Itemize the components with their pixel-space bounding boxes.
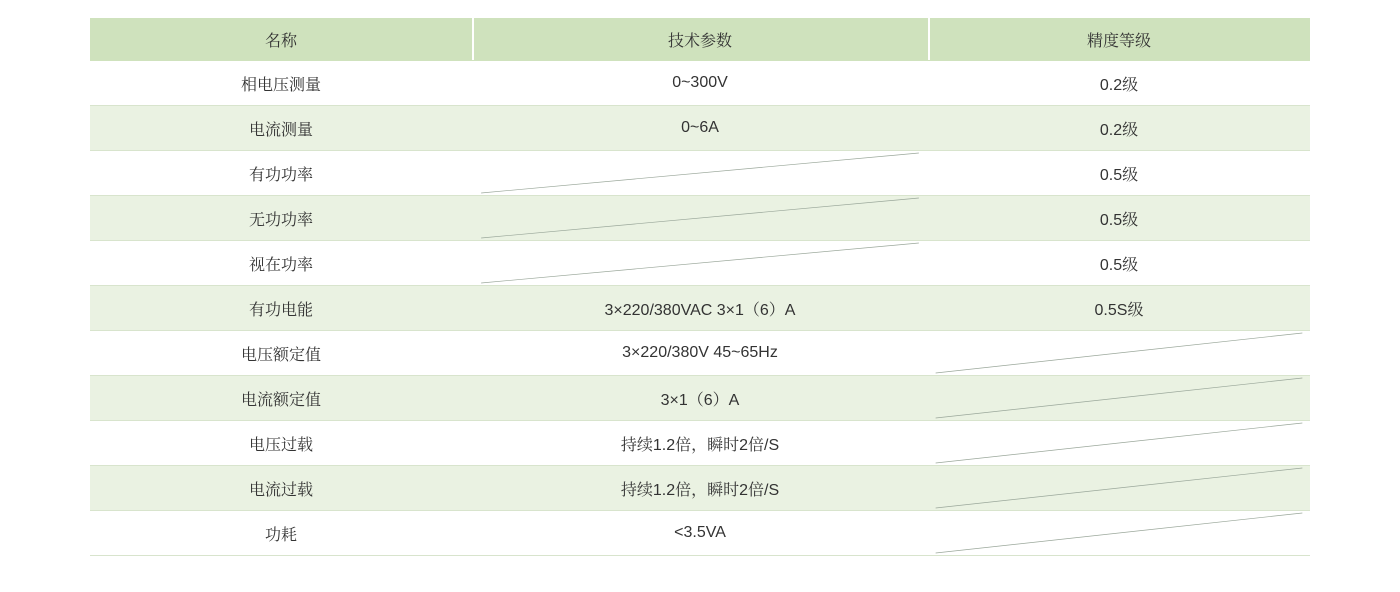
cell-name-text: 视在功率 — [248, 256, 313, 274]
cell-accuracy-text: 0.5级 — [1099, 211, 1139, 229]
cell-parameter-text: 0~300V — [672, 74, 728, 91]
cell-name-text: 电流额定值 — [240, 391, 321, 409]
table-header — [90, 18, 1310, 61]
cell-name-text: 有功功率 — [248, 166, 313, 184]
cell-name — [90, 151, 472, 196]
table-header-row — [90, 18, 1310, 61]
cell-accuracy — [928, 106, 1310, 151]
cell-name-text: 电压额定值 — [240, 346, 321, 364]
cell-accuracy — [928, 241, 1310, 286]
cell-parameter — [472, 286, 928, 331]
cell-name — [90, 61, 472, 106]
cell-name — [90, 376, 472, 421]
empty-cell-slash-icon — [472, 196, 928, 240]
cell-name — [90, 286, 472, 331]
cell-accuracy — [928, 421, 1310, 466]
cell-name — [90, 466, 472, 511]
table-row — [90, 241, 1310, 286]
cell-parameter — [472, 511, 928, 556]
cell-name — [90, 421, 472, 466]
cell-name — [90, 196, 472, 241]
cell-accuracy-text: 0.2级 — [1099, 121, 1139, 139]
table-row — [90, 421, 1310, 466]
cell-parameter — [472, 241, 928, 286]
column-header-parameter: 技术参数 — [472, 18, 928, 61]
cell-parameter-text: 持续1.2倍，瞬时2倍/S — [620, 481, 780, 499]
cell-parameter — [472, 196, 928, 241]
cell-parameter — [472, 331, 928, 376]
table-row — [90, 511, 1310, 556]
column-header-accuracy: 精度等级 — [928, 18, 1310, 61]
empty-cell-slash-icon — [928, 466, 1310, 510]
cell-accuracy — [928, 466, 1310, 511]
cell-accuracy-text: 0.2级 — [1099, 76, 1139, 94]
table-row — [90, 376, 1310, 421]
cell-parameter — [472, 376, 928, 421]
cell-parameter — [472, 106, 928, 151]
cell-accuracy-text: 0.5级 — [1099, 256, 1139, 274]
table-row — [90, 106, 1310, 151]
table-row — [90, 466, 1310, 511]
table-body — [90, 61, 1310, 556]
cell-accuracy — [928, 196, 1310, 241]
cell-name-text: 相电压测量 — [240, 76, 321, 94]
cell-parameter-text: 持续1.2倍，瞬时2倍/S — [620, 436, 780, 454]
table-row — [90, 196, 1310, 241]
empty-cell-slash-icon — [472, 151, 928, 195]
cell-parameter-text: 3×220/380VAC 3×1（6）A — [604, 301, 796, 319]
cell-accuracy — [928, 331, 1310, 376]
cell-accuracy-text: 0.5S级 — [1094, 301, 1144, 319]
cell-name — [90, 331, 472, 376]
empty-cell-slash-icon — [928, 421, 1310, 465]
cell-name-text: 有功电能 — [248, 301, 313, 319]
table-row — [90, 286, 1310, 331]
cell-accuracy-text: 0.5级 — [1099, 166, 1139, 184]
cell-accuracy — [928, 151, 1310, 196]
cell-parameter — [472, 151, 928, 196]
table-row — [90, 151, 1310, 196]
cell-accuracy — [928, 286, 1310, 331]
cell-name-text: 无功功率 — [248, 211, 313, 229]
cell-parameter — [472, 421, 928, 466]
cell-parameter-text: 3×220/380V 45~65Hz — [622, 344, 778, 361]
cell-parameter-text: 3×1（6）A — [660, 391, 740, 409]
cell-accuracy — [928, 511, 1310, 556]
cell-name-text: 功耗 — [264, 526, 297, 544]
cell-name — [90, 241, 472, 286]
empty-cell-slash-icon — [928, 376, 1310, 420]
table-row — [90, 61, 1310, 106]
cell-accuracy — [928, 376, 1310, 421]
cell-name-text: 电压过载 — [248, 436, 313, 454]
table-row — [90, 331, 1310, 376]
empty-cell-slash-icon — [928, 511, 1310, 555]
empty-cell-slash-icon — [928, 331, 1310, 375]
cell-name-text: 电流过载 — [248, 481, 313, 499]
cell-parameter — [472, 61, 928, 106]
empty-cell-slash-icon — [472, 241, 928, 285]
cell-name-text: 电流测量 — [248, 121, 313, 139]
cell-parameter-text: <3.5VA — [674, 524, 726, 541]
cell-parameter-text: 0~6A — [681, 119, 719, 136]
cell-name — [90, 106, 472, 151]
cell-name — [90, 511, 472, 556]
cell-parameter — [472, 466, 928, 511]
column-header-name: 名称 — [90, 18, 472, 61]
cell-accuracy — [928, 61, 1310, 106]
technical-spec-table — [90, 18, 1310, 556]
